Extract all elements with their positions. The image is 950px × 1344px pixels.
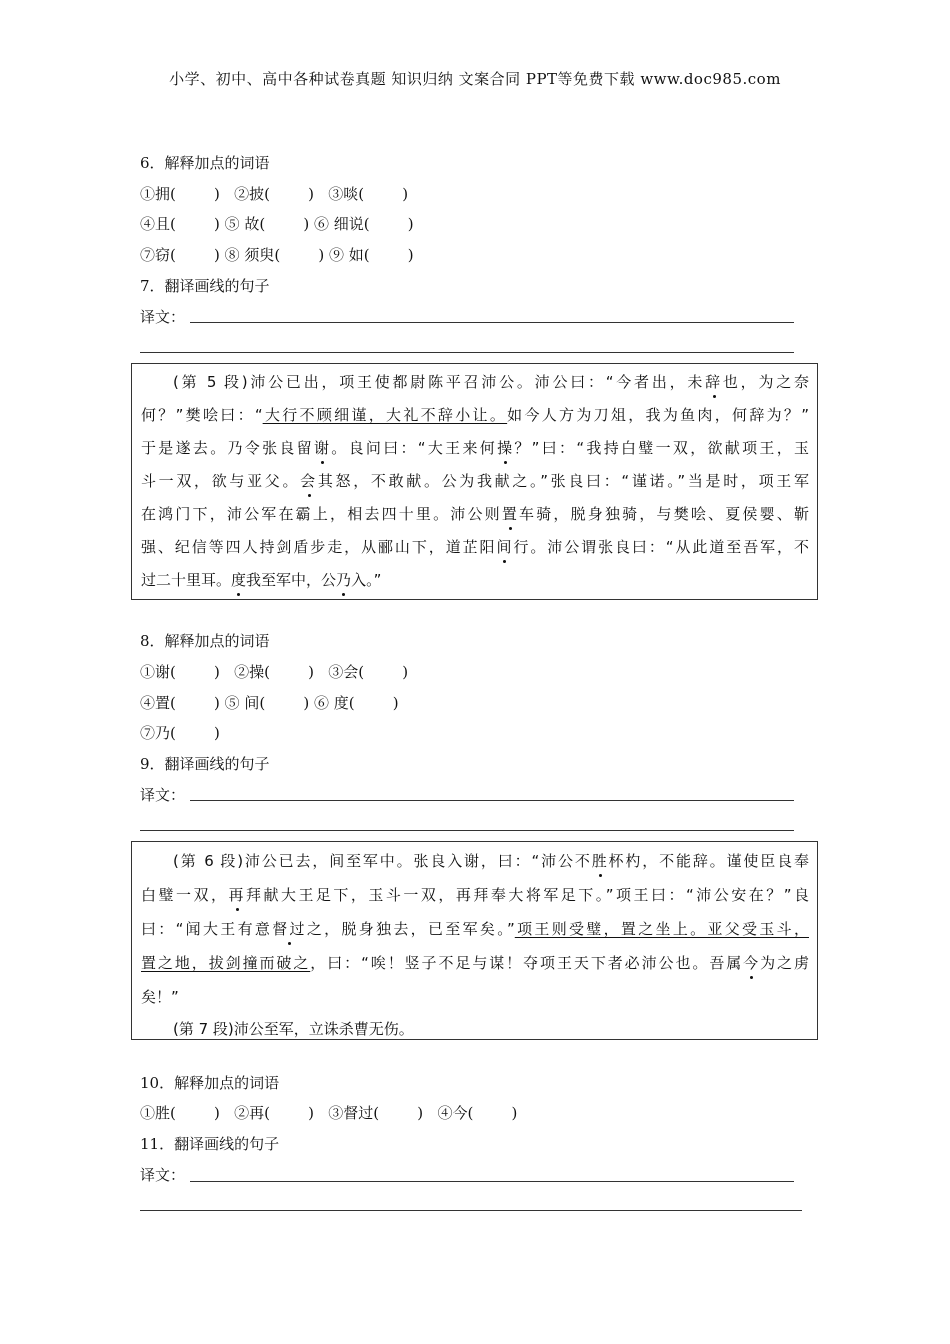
passage-paragraph-6-7 — [131, 841, 818, 1040]
p5-line-5: 在鸿门下，沛公军在霸上，相去四十里。沛公则置车骑，脱身独骑，与樊哙、夏侯婴、靳 — [141, 505, 809, 523]
q9-answer-line-1[interactable] — [190, 800, 794, 801]
p6-line-1: (第 6 段)沛公已去，间至军中。张良入谢，曰：“沛公不胜杯杓，不能辞。谨使臣良奉 — [173, 852, 809, 870]
q7-answer-line-1[interactable] — [190, 322, 794, 323]
q7-title: 7．翻译画线的句子 — [140, 277, 270, 295]
q11-answer-line-1[interactable] — [190, 1181, 794, 1182]
q6-row-2: ④且( ) ⑤ 故( ) ⑥ 细说( ) — [140, 215, 414, 233]
q7-answer-label: 译文： — [140, 308, 186, 326]
q11-answer-line-2[interactable] — [140, 1210, 802, 1211]
page-header: 小学、初中、高中各种试卷真题 知识归纳 文案合同 PPT等免费下载 www.doc985.com — [169, 70, 781, 88]
q6-row-1: ①拥( ) ②披( ) ③啖( ) — [140, 185, 409, 203]
q10-row-1: ①胜( ) ②再( ) ③督过( ) ④今( ) — [140, 1104, 518, 1122]
p5-line-2: 何？”樊哙曰：“大行不顾细谨，大礼不辞小让。如今人方为刀俎，我为鱼肉，何辞为？” — [141, 406, 809, 424]
q9-answer-label: 译文： — [140, 786, 186, 804]
underlined-sentence-q7: 大行不顾细谨，大礼不辞小让。 — [262, 406, 508, 424]
q6-title: 6．解释加点的词语 — [140, 154, 270, 172]
q8-title: 8．解释加点的词语 — [140, 632, 270, 650]
q11-answer-label: 译文： — [140, 1166, 186, 1184]
q9-answer-line-2[interactable] — [140, 830, 794, 831]
p7-line-1: (第 7 段)沛公至军，立诛杀曹无伤。 — [173, 1020, 414, 1038]
p6-line-3: 曰：“闻大王有意督过之，脱身独去，已至军矣。”项王则受璧，置之坐上。亚父受玉斗， — [141, 920, 809, 938]
p6-line-5: 矣！” — [141, 988, 179, 1006]
p5-line-7: 过二十里耳。度我至军中，公乃入。” — [141, 571, 382, 589]
p6-line-4: 置之地，拔剑撞而破之，曰：“唉！竖子不足与谋！夺项王天下者必沛公也。吾属今为之虏 — [141, 954, 809, 972]
p5-line-1: (第 5 段)沛公已出，项王使都尉陈平召沛公。沛公曰：“今者出，未辞也，为之奈 — [173, 373, 809, 391]
q8-row-2: ④置( ) ⑤ 间( ) ⑥ 度( ) — [140, 694, 399, 712]
p5-line-4: 斗一双，欲与亚父。会其怒，不敢献。公为我献之。”张良曰：“谨诺。”当是时，项王军 — [141, 472, 809, 490]
p5-line-6: 强、纪信等四人持剑盾步走，从郦山下，道芷阳间行。沛公谓张良曰：“从此道至吾军，不 — [141, 538, 809, 556]
p6-line-2: 白璧一双，再拜献大王足下，玉斗一双，再拜奉大将军足下。”项王曰：“沛公安在？”良 — [141, 886, 809, 904]
q7-answer-line-2[interactable] — [140, 352, 794, 353]
underlined-sentence-q11-part-1: 项王则受璧，置之坐上。亚父受玉斗， — [514, 920, 809, 938]
q6-row-3: ⑦窃( ) ⑧ 须臾( ) ⑨ 如( ) — [140, 246, 414, 264]
p5-line-3: 于是遂去。乃令张良留谢。良问曰：“大王来何操？”曰：“我持白璧一双，欲献项王，玉 — [141, 439, 809, 457]
passage-paragraph-5 — [131, 363, 818, 600]
q8-row-1: ①谢( ) ②操( ) ③会( ) — [140, 663, 409, 681]
underlined-sentence-q11-part-2: 置之地，拔剑撞而破之 — [141, 954, 311, 972]
q9-title: 9．翻译画线的句子 — [140, 755, 270, 773]
q8-row-3: ⑦乃( ) — [140, 724, 220, 742]
q11-title: 11．翻译画线的句子 — [140, 1135, 280, 1153]
q10-title: 10．解释加点的词语 — [140, 1074, 280, 1092]
